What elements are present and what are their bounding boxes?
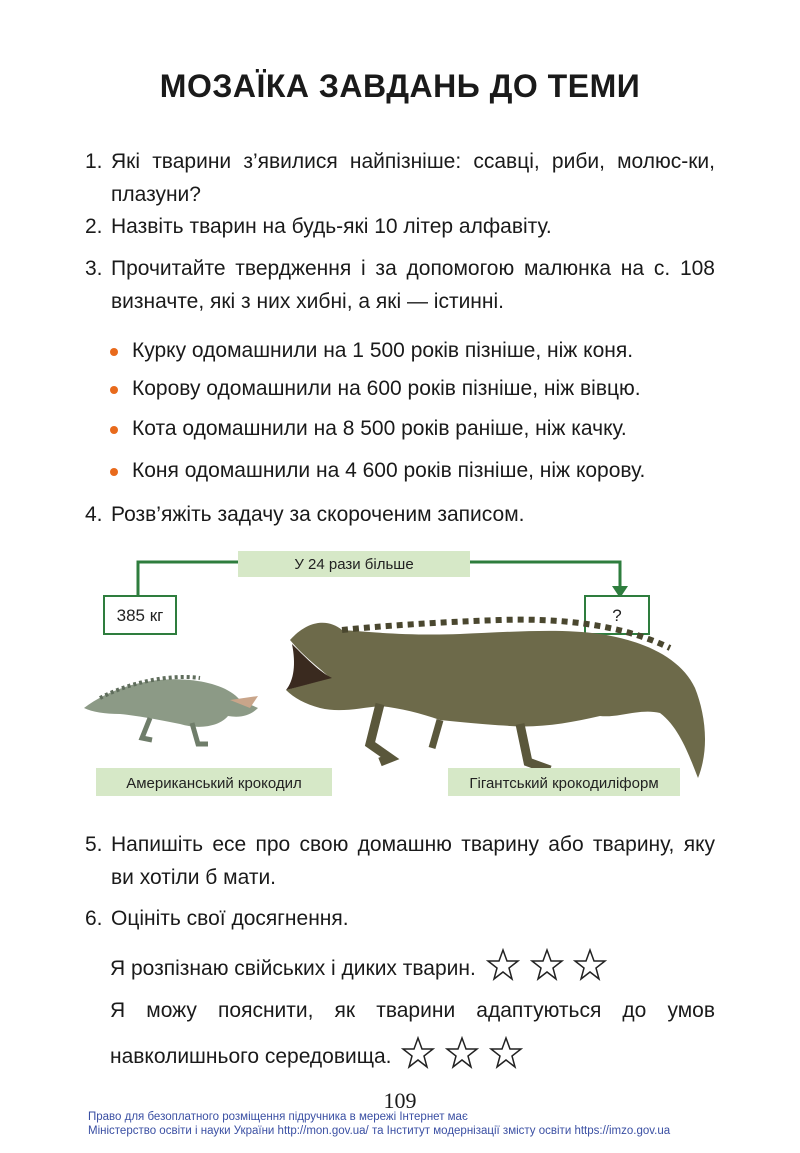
self-assessment-line-2b [110, 1036, 523, 1079]
task-text: Прочитайте твердження і за допомогою малюнка на с. 108 визначте, які з них хибні, а які — істинні. [111, 257, 715, 313]
empty-star-icon[interactable] [486, 948, 520, 991]
task-number: 3. [85, 257, 103, 280]
bullet-icon [110, 348, 118, 356]
task-text: Розв’яжіть задачу за скороченим записом. [111, 503, 525, 526]
page-title: МОЗАЇКА ЗАВДАНЬ ДО ТЕМИ [159, 68, 641, 104]
task-number: 1. [85, 150, 103, 173]
statement-text: Коня одомашнили на 4 600 років пізніше, ніж корову. [132, 459, 646, 482]
footer-line-2: Міністерство освіти і науки України http://mon.gov.ua/ та Інститут модернізації змісту освіти https://imzo.gov.ua [88, 1125, 671, 1137]
task-text: Оцініть свої досягнення. [111, 907, 349, 930]
empty-star-icon[interactable] [573, 948, 607, 991]
bullet-icon [110, 468, 118, 476]
statement-item [110, 456, 645, 486]
american-crocodile-label: Американський крокодил [126, 775, 302, 792]
task-text: Назвіть тварин на будь-які 10 літер алфавіту. [111, 215, 552, 238]
known-mass-value: 385 кг [116, 606, 164, 625]
unknown-mass-value: ? [612, 606, 622, 625]
empty-star-icon[interactable] [445, 1036, 479, 1079]
self-assessment-text: навколишнього середовища. [110, 1045, 392, 1069]
empty-star-icon[interactable] [489, 1036, 523, 1079]
task-2 [85, 210, 715, 243]
statement-text: Корову одомашнили на 600 років пізніше, ніж вівцю. [132, 377, 641, 400]
empty-star-icon[interactable] [530, 948, 564, 991]
task-number: 5. [85, 833, 103, 856]
self-assessment-text: Я розпізнаю свійських і диких тварин. [110, 957, 476, 981]
task-5 [85, 828, 715, 894]
bullet-icon [110, 426, 118, 434]
giant-crocodyliform-illustration [286, 620, 705, 778]
american-crocodile-illustration [84, 677, 258, 744]
statement-text: Курку одомашнили на 1 500 років пізніше, ніж коня. [132, 339, 634, 362]
giant-crocodyliform-label: Гігантський крокодиліформ [469, 775, 659, 792]
page-number: 109 [383, 1088, 417, 1113]
self-assessment-line-1 [110, 948, 607, 991]
footer-line-1: Право для безоплатного розміщення підручника в мережі Інтернет має [88, 1111, 468, 1123]
statement-item [110, 336, 633, 366]
bullet-icon [110, 386, 118, 394]
relation-label: У 24 рази більше [294, 556, 414, 573]
task-number: 2. [85, 215, 103, 238]
statement-text: Кота одомашнили на 8 500 років раніше, ніж качку. [132, 417, 627, 440]
comparison-diagram [80, 548, 720, 808]
task-6 [85, 902, 715, 935]
statement-item [110, 414, 627, 444]
task-text: Які тварини з’явилися найпізніше: ссавці, риби, молюс-ки, плазуни? [111, 150, 715, 206]
self-assessment-line-2a: Я можу пояснити, як тварини адаптуються до умов [110, 999, 715, 1022]
task-number: 4. [85, 503, 103, 526]
task-4 [85, 498, 715, 531]
copyright-footer [88, 1110, 670, 1138]
task-1 [85, 145, 715, 211]
crocodile-comparison-figure [80, 548, 720, 808]
task-number: 6. [85, 907, 103, 930]
empty-star-icon[interactable] [401, 1036, 435, 1079]
task-3 [85, 252, 715, 318]
statement-item [110, 374, 641, 404]
task-text: Напишіть есе про свою домашню тварину або тварину, яку ви хотіли б мати. [111, 833, 715, 889]
